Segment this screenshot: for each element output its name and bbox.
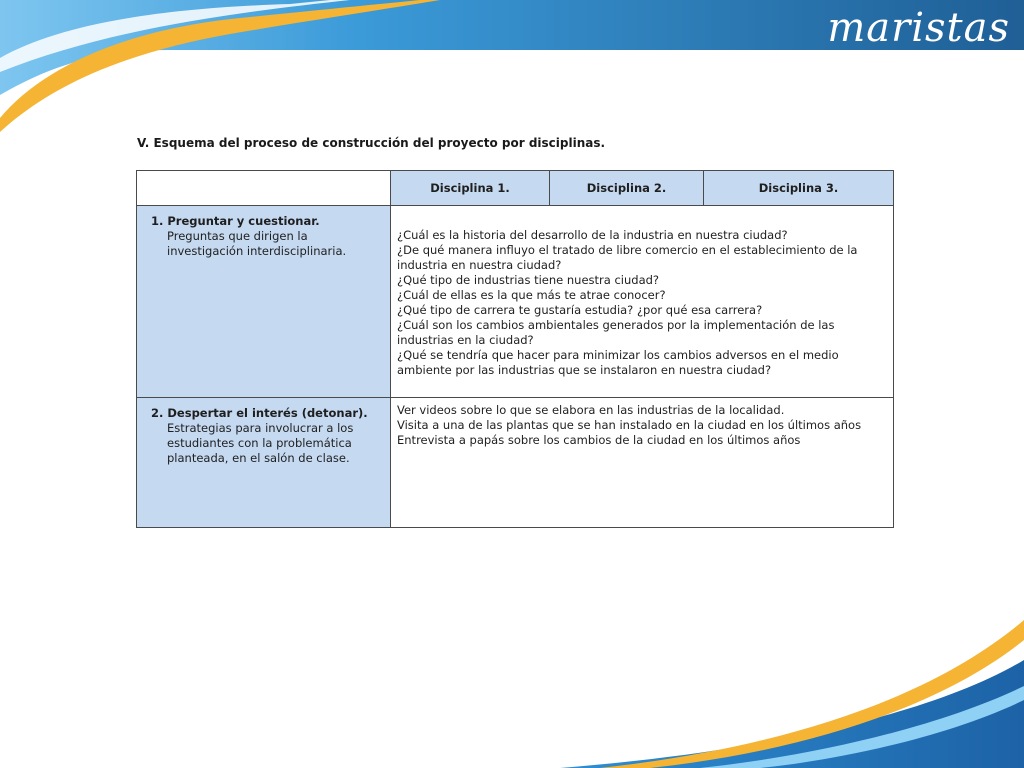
- question-line: ¿Qué tipo de industrias tiene nuestra ciudad?: [397, 273, 660, 287]
- question-line: ¿Cuál es la historia del desarrollo de la industria en nuestra ciudad?: [397, 228, 788, 242]
- question-line: ¿De qué manera influyo el tratado de libre comercio en el establecimiento de la industria en nuestra ciudad?: [397, 243, 858, 272]
- question-line: ¿Qué tipo de carrera te gustaría estudia? ¿por qué esa carrera?: [397, 303, 763, 317]
- strategy-line: Visita a una de las plantas que se han instalado en la ciudad en los últimos años: [397, 418, 862, 432]
- header-discipline-1: Disciplina 1.: [390, 171, 549, 205]
- strategy-line: Ver videos sobre lo que se elabora en las industrias de la localidad.: [397, 403, 785, 417]
- maristas-logo: maristas: [827, 5, 1010, 51]
- stage-title-2: 2. Despertar el interés (detonar).: [151, 406, 368, 420]
- stage-description-1: Preguntas que dirigen la investigación interdisciplinaria.: [167, 229, 347, 258]
- question-line: ¿Cuál son los cambios ambientales generados por la implementación de las industrias en la ciudad?: [397, 318, 835, 347]
- header-empty-cell: [137, 171, 390, 205]
- strategy-line: Entrevista a papás sobre los cambios de la ciudad en los últimos años: [397, 433, 801, 447]
- header-discipline-3: Disciplina 3.: [703, 171, 893, 205]
- content-cell-2: [390, 398, 893, 527]
- question-line: ¿Cuál de ellas es la que más te atrae conocer?: [397, 288, 666, 302]
- header-discipline-2: Disciplina 2.: [549, 171, 703, 205]
- project-scheme-table: [136, 170, 894, 528]
- stage-cell-2: [137, 398, 390, 527]
- content-cell-1: [390, 206, 893, 397]
- stage-description-2: Estrategias para involucrar a los estudiantes con la problemática planteada, en el salón de clase.: [167, 421, 354, 465]
- question-line: ¿Qué se tendría que hacer para minimizar los cambios adversos en el medio ambiente por las industrias que se instalaron en nuestra ciudad?: [397, 348, 839, 377]
- stage-title-1: 1. Preguntar y cuestionar.: [151, 214, 320, 228]
- section-title: V. Esquema del proceso de construcción del proyecto por disciplinas.: [137, 136, 606, 150]
- stage-cell-1: [137, 206, 390, 397]
